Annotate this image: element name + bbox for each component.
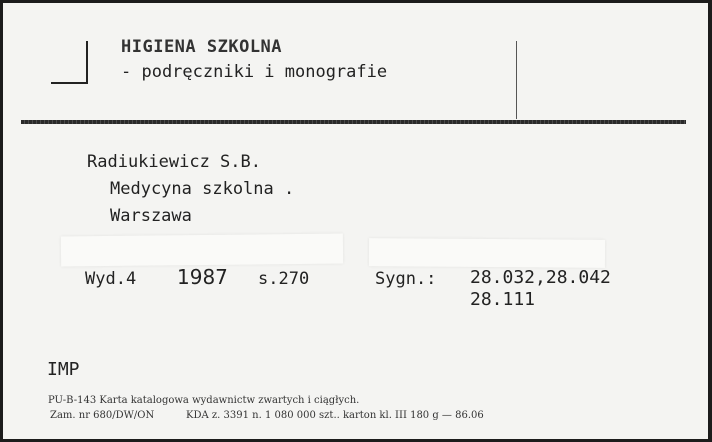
correction-tape-right [369, 238, 605, 268]
subject-heading-title: HIGIENA SZKOLNA [121, 37, 283, 57]
signature-label: Sygn.: [375, 269, 437, 289]
imp-mark: IMP [47, 359, 80, 380]
entry-author: Radiukiewicz S.B. [87, 152, 261, 172]
signature-value-line2: 28.111 [470, 289, 536, 310]
corner-mark-horizontal [51, 82, 88, 84]
entry-title: Medycyna szkolna . [110, 179, 295, 199]
footer-line-1: PU-B-143 Karta katalogowa wydawnictw zwartych i ciągłych. [48, 395, 360, 406]
corner-mark-vertical [86, 41, 88, 83]
signature-value-line1: 28.032,28.042 [470, 267, 611, 288]
entry-year: 1987 [177, 265, 228, 289]
correction-tape-left [61, 234, 343, 267]
entry-place: Warszawa [110, 206, 192, 226]
subject-heading-subtitle: - podręczniki i monografie [121, 62, 388, 82]
heading-divider-vertical [516, 41, 517, 119]
entry-edition: Wyd.4 [85, 269, 137, 289]
heading-rule [21, 120, 686, 124]
entry-pages: s.270 [258, 269, 310, 289]
catalog-card [3, 3, 708, 439]
footer-line-2: Zam. nr 680/DW/ON KDA z. 3391 n. 1 080 000 szt.. karton kl. III 180 g — 86.06 [50, 410, 484, 421]
